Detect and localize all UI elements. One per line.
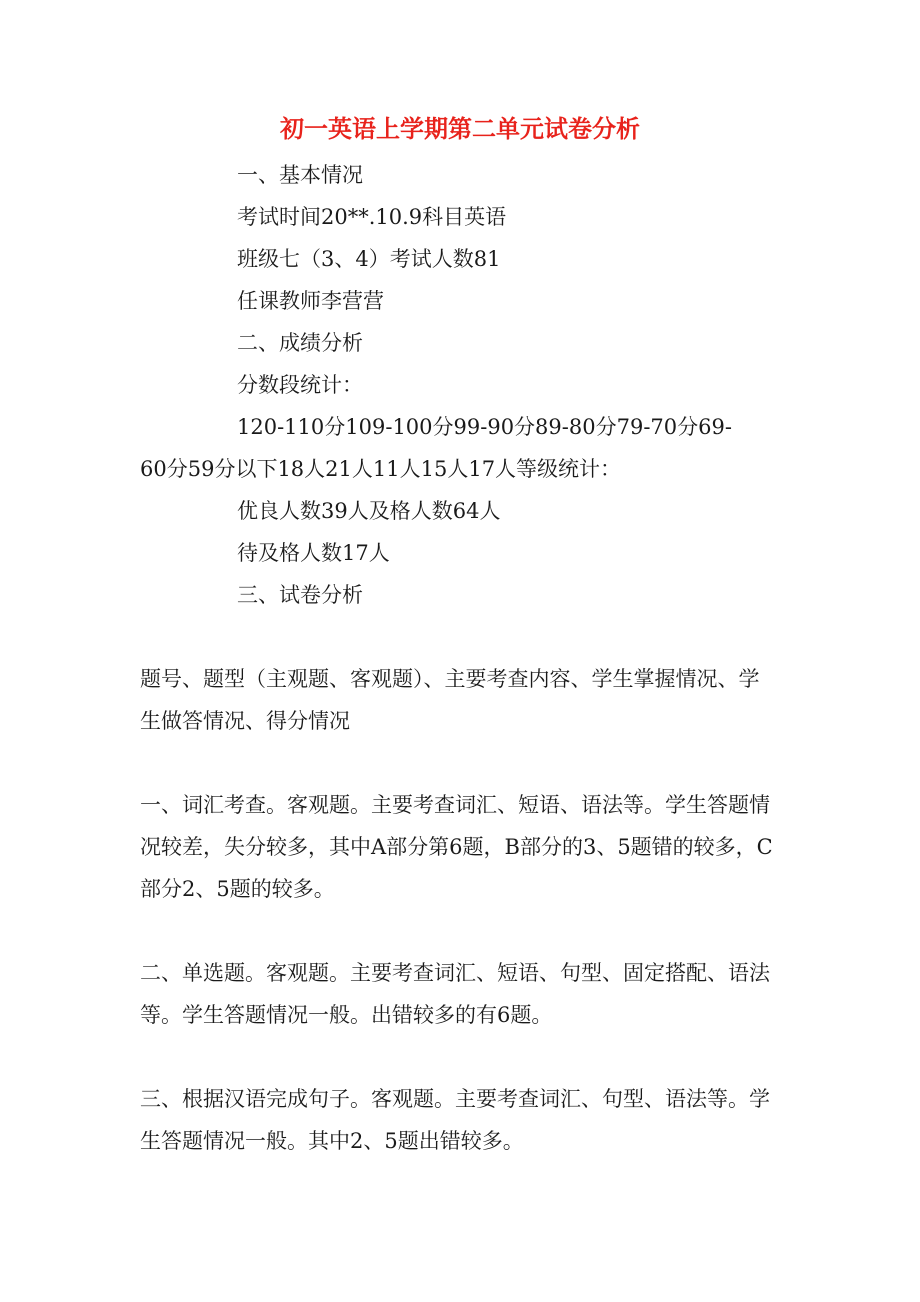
grade-line-2: 待及格人数17人: [237, 541, 390, 565]
section-heading-analysis: 三、试卷分析: [237, 583, 363, 607]
section-heading-basic: 一、基本情况: [237, 163, 363, 187]
analysis-item-vocabulary: 一、词汇考查。客观题。主要考查词汇、短语、语法等。学生答题情况较差，失分较多，其中A部分第6题，B部分的3、5题错的较多，C部分2、5题的较多。: [140, 793, 773, 901]
document-title: 初一英语上学期第二单元试卷分析: [280, 114, 640, 143]
section-heading-scores: 二、成绩分析: [237, 331, 363, 355]
score-stat-label: 分数段统计：: [237, 373, 363, 397]
score-line-2: 60分59分以下18人21人11人15人17人等级统计：: [140, 457, 622, 481]
grade-line-1: 优良人数39人及格人数64人: [237, 499, 501, 523]
analysis-item-sentence-completion: 三、根据汉语完成句子。客观题。主要考查词汇、句型、语法等。学生答题情况一般。其中2、5题出错较多。: [140, 1087, 770, 1153]
teacher-info-line: 任课教师李营营: [237, 289, 384, 313]
exam-info-line: 考试时间20**.10.9科目英语: [237, 205, 507, 229]
class-info-line: 班级七（3、4）考试人数81: [237, 247, 501, 271]
analysis-intro: 题号、题型（主观题、客观题）、主要考查内容、学生掌握情况、学生做答情况、得分情况: [140, 667, 760, 733]
score-line-1: 120-110分109-100分99-90分89-80分79-70分69-: [237, 415, 732, 439]
analysis-item-single-choice: 二、单选题。客观题。主要考查词汇、短语、句型、固定搭配、语法等。学生答题情况一般。出错较多的有6题。: [140, 961, 770, 1027]
